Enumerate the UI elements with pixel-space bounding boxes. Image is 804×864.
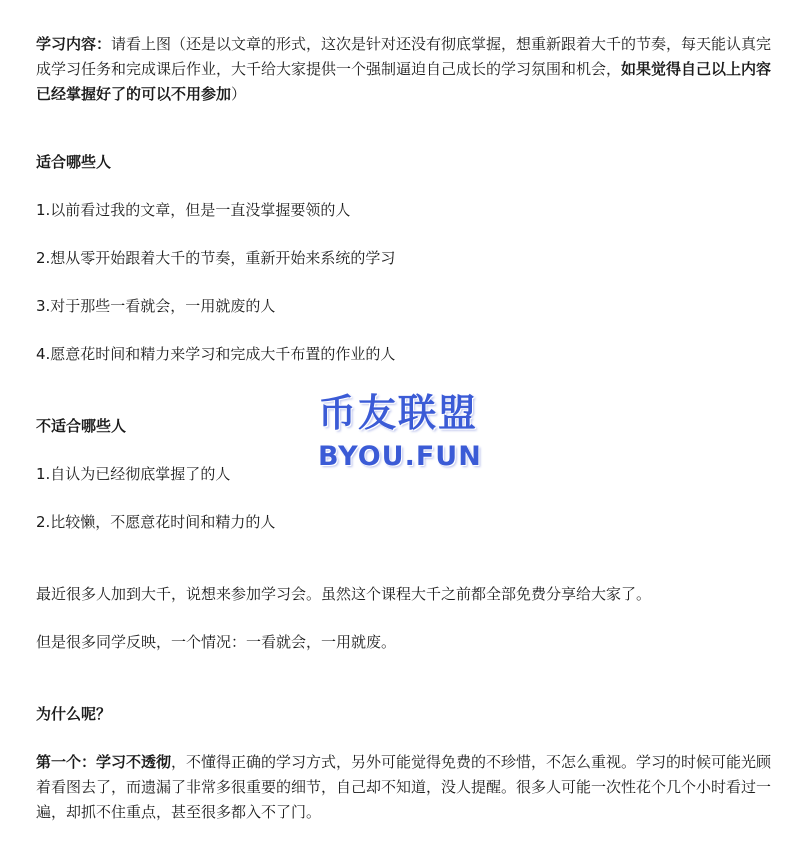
suitable-item: 3.对于那些一看就会，一用就废的人 bbox=[36, 297, 276, 315]
intro-text: 请看上图（还是以文章的形式，这次是针对还没有彻底掌握，想重新跟着大千的节奏，每天能认真完成学习任务和完成课后作业，大千给大家提供一个强制逼迫自己成长的学习氛围和机会， bbox=[36, 35, 772, 78]
watermark-title: 币友联盟 bbox=[318, 391, 479, 435]
why-first-label: 第一个：学习不透彻 bbox=[36, 753, 172, 771]
body-paragraph: 最近很多人加到大千，说想来参加学习会。虽然这个课程大千之前都全部免费分享给大家了。 bbox=[36, 585, 652, 603]
intro-bold-tail: 如果觉得自己以上内容已经掌握好了的可以不用参加 bbox=[36, 60, 772, 103]
intro-close: ） bbox=[231, 85, 247, 103]
suitable-item: 1.以前看过我的文章，但是一直没掌握要领的人 bbox=[36, 201, 351, 219]
unsuitable-heading: 不适合哪些人 bbox=[36, 417, 127, 435]
why-first-paragraph bbox=[36, 750, 776, 825]
suitable-item: 2.想从零开始跟着大千的节奏，重新开始来系统的学习 bbox=[36, 249, 396, 267]
intro-label: 学习内容： bbox=[36, 35, 112, 53]
suitable-heading: 适合哪些人 bbox=[36, 153, 112, 171]
why-first-text: ，不懂得正确的学习方式，另外可能觉得免费的不珍惜，不怎么重视。学习的时候可能光顾着看图去了，而遗漏了非常多很重要的细节，自己却不知道，没人提醒。很多人可能一次性花个几个小时看过一遍，却抓不住重点，甚至很多都入不了门。 bbox=[36, 753, 772, 821]
body-paragraph: 但是很多同学反映，一个情况：一看就会，一用就废。 bbox=[36, 633, 397, 651]
why-heading: 为什么呢？ bbox=[36, 705, 112, 723]
unsuitable-item: 2.比较懒，不愿意花时间和精力的人 bbox=[36, 513, 276, 531]
intro-paragraph bbox=[36, 32, 776, 107]
unsuitable-item: 1.自认为已经彻底掌握了的人 bbox=[36, 465, 231, 483]
watermark-url: BYOU.FUN bbox=[318, 441, 482, 472]
suitable-item: 4.愿意花时间和精力来学习和完成大千布置的作业的人 bbox=[36, 345, 396, 363]
